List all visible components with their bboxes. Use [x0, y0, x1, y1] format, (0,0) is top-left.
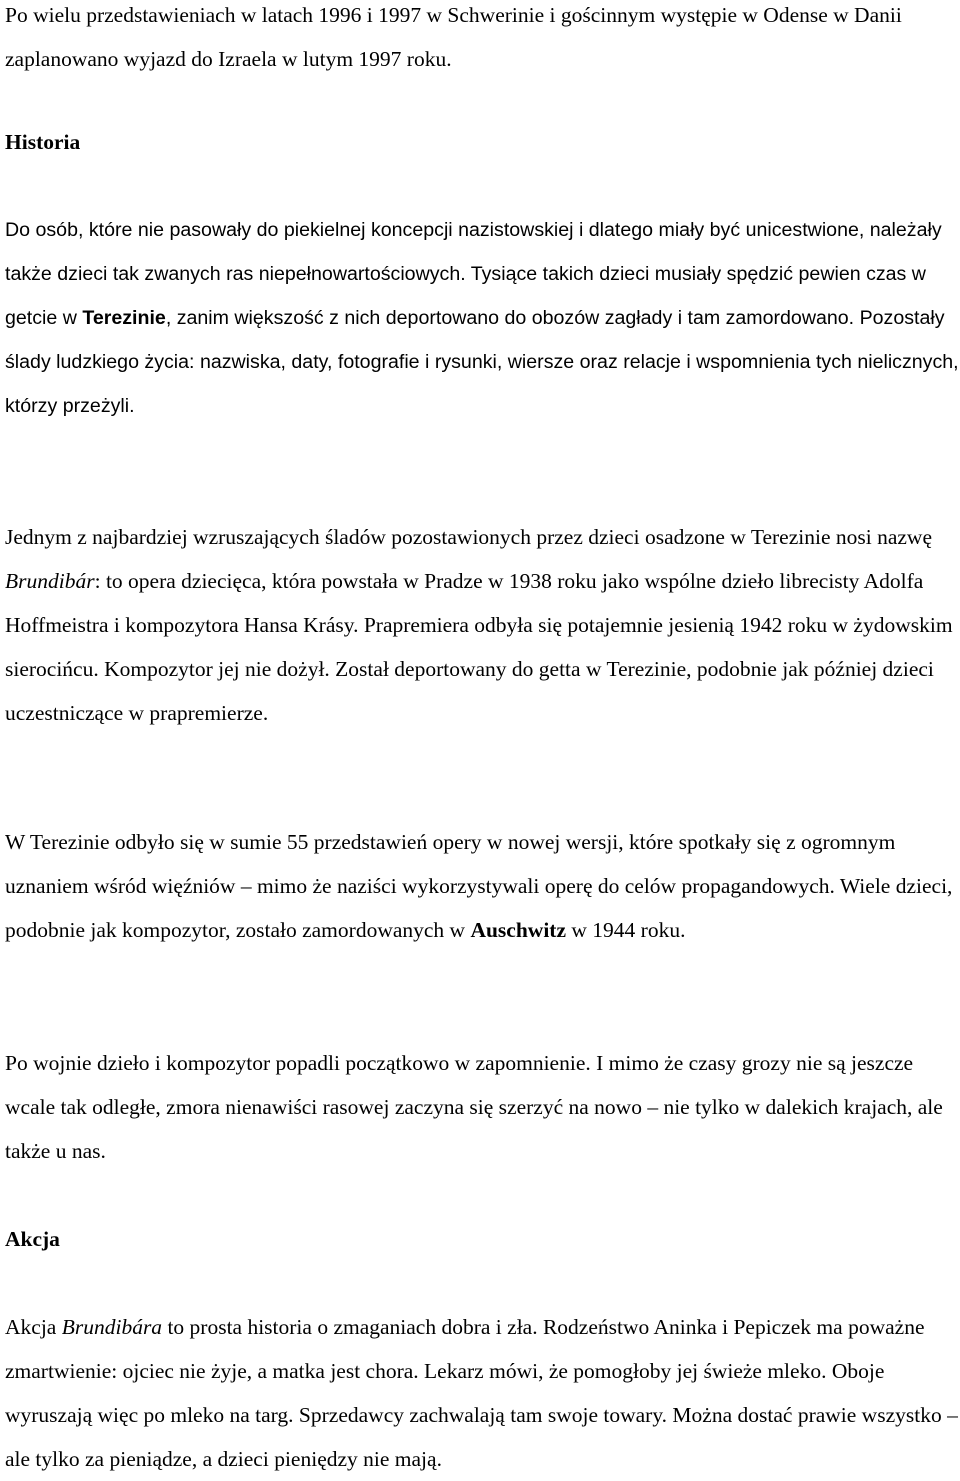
lead-paragraph	[5, 0, 960, 81]
bold-term-auschwitz: Auschwitz	[470, 918, 567, 942]
paragraph-terezin-children	[5, 208, 960, 428]
paragraph-plot	[5, 1305, 960, 1481]
paragraph-text: : to opera dziecięca, która powstała w Pradze w 1938 roku jako wspólne dzieło librecisty Adolfa Hoffmeistra i kompozytora Hansa Krásy. Prapremiera odbyła się potajemnie jesienią 1942 roku w żydowskim sierocińcu. Kompozytor jej nie dożył. Został deportowany do getta w Terezinie, podobnie jak później dzieci uczestniczące w prapremierze.	[5, 569, 953, 725]
heading-akcja: Akcja	[5, 1227, 60, 1251]
paragraph-after-war	[5, 1041, 960, 1173]
bold-term-terezin: Terezinie	[82, 307, 166, 329]
paragraph-text: Do osób, które nie pasowały do piekielnej koncepcji nazistowskiej i dlatego miały być unicestwione, należały także dzieci tak zwanych ras niepełnowartościowych. Tysiące takich dzieci musiały spędzić pewien czas w getcie w	[5, 219, 942, 329]
italic-title-brundibar: Brundibár	[5, 569, 95, 593]
italic-title-brundibara: Brundibára	[61, 1315, 163, 1339]
paragraph-text: w 1944 roku.	[566, 918, 686, 942]
paragraph-text: Jednym z najbardziej wzruszających śladów pozostawionych przez dzieci osadzone w Terezinie nosi nazwę	[5, 525, 932, 549]
heading-historia: Historia	[5, 130, 81, 154]
paragraph-brundibar-opera	[5, 515, 960, 735]
paragraph-text: Akcja	[5, 1315, 62, 1339]
paragraph-text: , zanim większość z nich deportowano do obozów zagłady i tam zamordowano. Pozostały ślady ludzkiego życia: nazwiska, daty, fotografie i rysunki, wiersze oraz relacje i wspomnienia tych nielicznych, którzy przeżyli.	[5, 307, 959, 417]
paragraph-text: to prosta historia o zmaganiach dobra i zła. Rodzeństwo Aninka i Pepiczek ma poważne zmartwienie: ojciec nie żyje, a matka jest chora. Lekarz mówi, że pomogłoby jej świeże mleko. Oboje wyruszają więc po mleko na targ. Sprzedawcy zachwalają tam swoje towary. Można dostać prawie wszystko – ale tylko za pieniądze, a dzieci pieniędzy nie mają.	[5, 1315, 958, 1471]
paragraph-text: W Terezinie odbyło się w sumie 55 przedstawień opery w nowej wersji, które spotkały się z ogromnym uznaniem wśród więźniów – mimo że naziści wykorzystywali operę do celów propagandowych. Wiele dzieci, podobnie jak kompozytor, zostało zamordowanych w	[5, 830, 953, 942]
paragraph-performances	[5, 820, 960, 952]
paragraph-text: Po wojnie dzieło i kompozytor popadli początkowo w zapomnienie. I mimo że czasy grozy nie są jeszcze wcale tak odległe, zmora nienawiści rasowej zaczyna się szerzyć na nowo – nie tylko w dalekich krajach, ale także u nas.	[5, 1051, 943, 1163]
lead-text: Po wielu przedstawieniach w latach 1996 i 1997 w Schwerinie i gościnnym występie w Odense w Danii zaplanowano wyjazd do Izraela w lutym 1997 roku.	[5, 3, 902, 71]
